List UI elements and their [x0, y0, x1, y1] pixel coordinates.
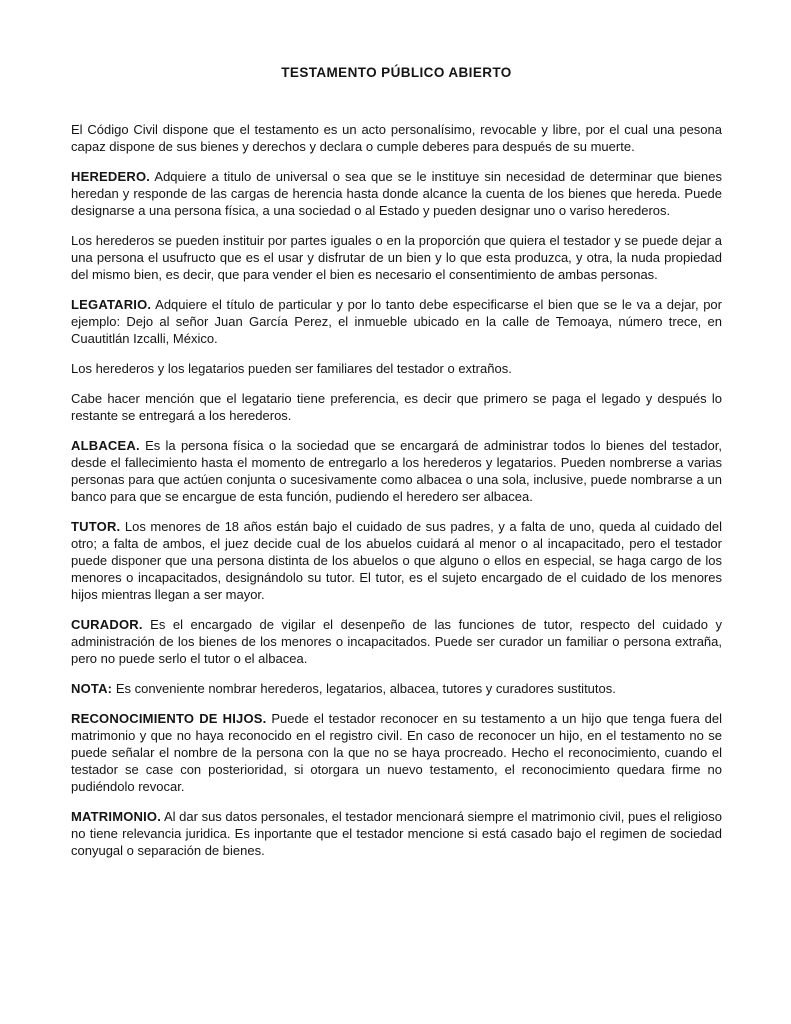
paragraph-label: ALBACEA.: [71, 438, 140, 453]
paragraph-legatario: [71, 296, 722, 347]
document-title: TESTAMENTO PÚBLICO ABIERTO: [281, 65, 512, 80]
paragraph-familiares: [71, 360, 722, 377]
paragraph-text: Es el encargado de vigilar el desenpeño de las funciones de tutor, respecto del cuidado y administración de los bienes de los menores o incapacitados. Puede ser curador un familiar o persona extraña, pero no puede serlo el tutor o el albacea.: [71, 617, 722, 666]
paragraph-text: Los menores de 18 años están bajo el cuidado de sus padres, y a falta de uno, queda al cuidado del otro; a falta de ambos, el juez decide cual de los abuelos cuidará al menor o al incapacitado, pero el testador puede disponer que una persona distinta de los abuelos o que alguno o ellos en especial, se haga cargo de los menores o incapacitados, designándolo su tutor. El tutor, es el sujeto encargado de el cuidado de los menores hijos mientras llegan a ser mayor.: [71, 519, 722, 602]
paragraph-text: Los herederos se pueden instituir por partes iguales o en la proporción que quiera el testador y se puede dejar a una persona el usufructo que es el usar y disfrutar de un bien y lo que esta produzca, y otra, la nuda propiedad del mismo bien, es decir, que para vender el bien es necesario el consentimiento de ambas personas.: [71, 233, 722, 282]
paragraph-label: NOTA:: [71, 681, 113, 696]
paragraph-label: MATRIMONIO.: [71, 809, 162, 824]
paragraph-text: Al dar sus datos personales, el testador mencionará siempre el matrimonio civil, pues el religioso no tiene relevancia juridica. Es inportante que el testador mencione si está casado bajo el regimen de sociedad conyugal o separación de bienes.: [71, 809, 722, 858]
paragraph-label: RECONOCIMIENTO DE HIJOS.: [71, 711, 267, 726]
paragraph-albacea: [71, 437, 722, 505]
paragraph-text: El Código Civil dispone que el testamento es un acto personalísimo, revocable y libre, por el cual una pesona capaz dispone de sus bienes y derechos y declara o cumple deberes para después de su muerte.: [71, 122, 722, 154]
paragraph-curador: [71, 616, 722, 667]
paragraph-label: CURADOR.: [71, 617, 143, 632]
paragraph-label: HEREDERO.: [71, 169, 151, 184]
paragraph-label: LEGATARIO.: [71, 297, 152, 312]
paragraph-herederos-partes: [71, 232, 722, 283]
paragraph-text: Es conveniente nombrar herederos, legatarios, albacea, tutores y curadores sustitutos.: [112, 681, 616, 696]
paragraph-text: Los herederos y los legatarios pueden ser familiares del testador o extraños.: [71, 361, 512, 376]
paragraph-matrimonio: [71, 808, 722, 859]
paragraph-intro: [71, 121, 722, 155]
paragraph-tutor: [71, 518, 722, 603]
paragraph-label: TUTOR.: [71, 519, 121, 534]
paragraph-reconocimiento-de-hijos: [71, 710, 722, 795]
paragraph-preferencia: [71, 390, 722, 424]
paragraph-text: Adquiere a titulo de universal o sea que se le instituye sin necesidad de determinar que bienes heredan y responde de las cargas de herencia hasta donde alcance la cuenta de los bienes que hereda. Puede designarse a una persona física, a una sociedad o al Estado y pueden designar uno o variso herederos.: [71, 169, 722, 218]
paragraph-text: Puede el testador reconocer en su testamento a un hijo que tenga fuera del matrimonio y que no haya reconocido en el registro civil. En caso de reconocer un hijo, en el testamento no se puede señalar el nombre de la persona con la que no se haya procreado. Hecho el reconocimiento, cuando el testador se case con posterioridad, si otorgara un nuevo testamento, el reconocimiento quedara firme no pudiéndolo revocar.: [71, 711, 723, 794]
paragraph-nota: [71, 680, 722, 697]
paragraph-heredero: [71, 168, 722, 219]
paragraph-text: Es la persona física o la sociedad que se encargará de administrar todos lo bienes del testador, desde el fallecimiento hasta el momento de entregarlo a los herederos y legatarios. Pueden nombrerse a varias personas para que actúen conjunta o sucesivamente como albacea o una sola, inclusive, puede nombrarse a un banco para que se encargue de esta función, pudiendo el heredero ser albacea.: [71, 438, 722, 504]
paragraph-text: Adquiere el título de particular y por lo tanto debe especificarse el bien que se le va a dejar, por ejemplo: Dejo al señor Juan García Perez, el inmueble ubicado en la calle de Temoaya, número trece, en Cuautitlán Izcalli, México.: [71, 297, 722, 346]
paragraph-text: Cabe hacer mención que el legatario tiene preferencia, es decir que primero se paga el legado y después lo restante se entregará a los herederos.: [71, 391, 722, 423]
